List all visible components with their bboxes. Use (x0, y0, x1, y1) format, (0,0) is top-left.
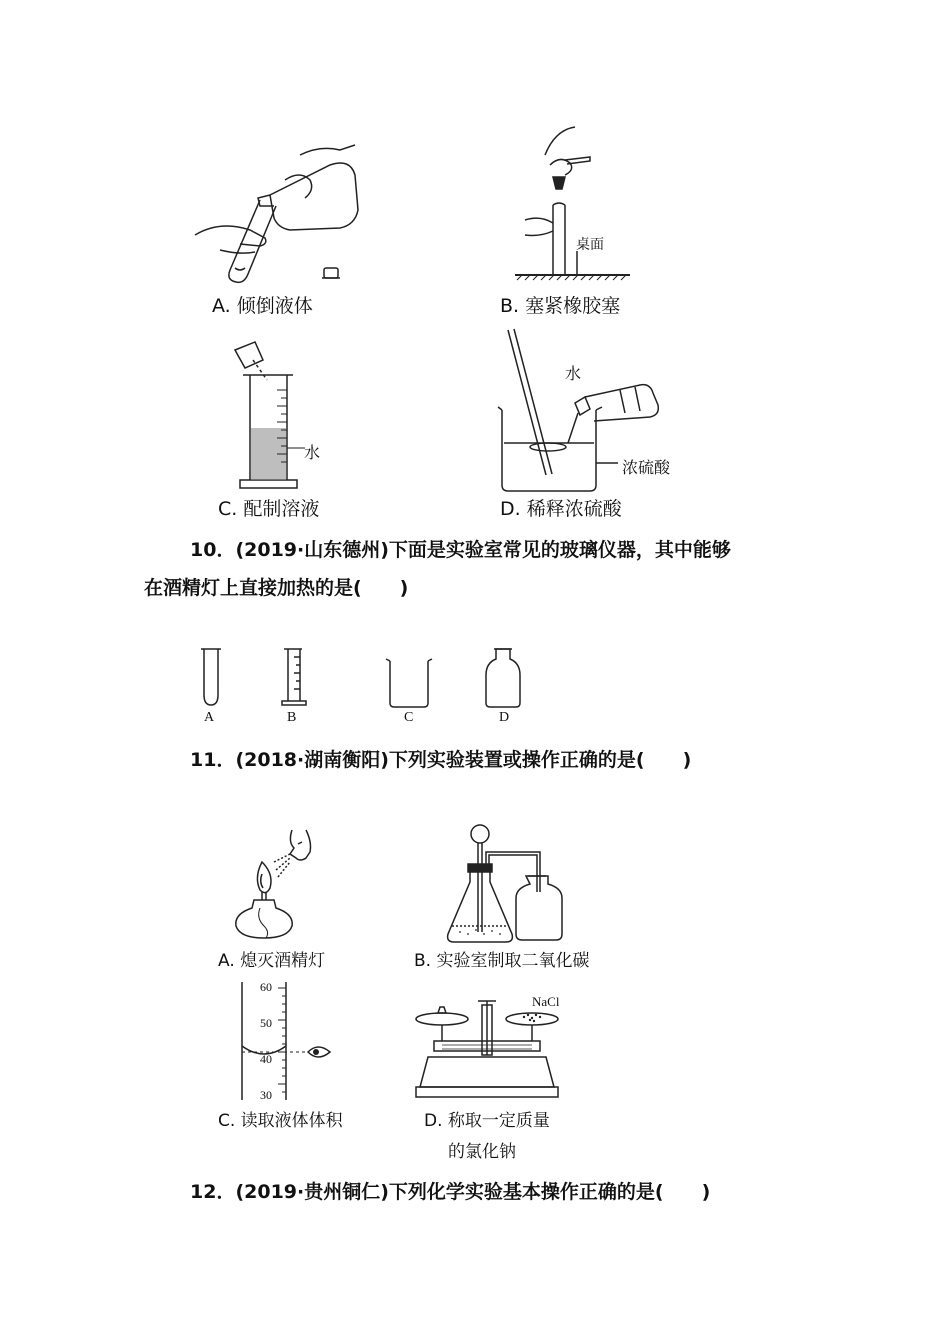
option-a-label: A (204, 710, 215, 725)
label-conc-acid: 浓硫酸 (622, 458, 671, 477)
label-water-c: 水 (304, 443, 321, 462)
question-12: 12．(2019·贵州铜仁)下列化学实验基本操作正确的是( ) (190, 1181, 711, 1203)
figure-insert-stopper (515, 125, 635, 285)
caption-q9-c: C. 配制溶液 (218, 498, 320, 520)
question-10-line1: 10．(2019·山东德州)下面是实验室常见的玻璃仪器，其中能够 (190, 539, 731, 561)
figure-extinguish-lamp (230, 822, 340, 942)
tick-40: 40 (260, 1052, 272, 1066)
caption-q11-a: A. 熄灭酒精灯 (218, 951, 326, 971)
caption-q11-d-line1: D. 称取一定质量 (424, 1111, 550, 1131)
option-b-label: B (287, 710, 297, 725)
question-10-line2: 在酒精灯上直接加热的是( ) (144, 577, 409, 599)
figure-read-volume (238, 980, 338, 1105)
question-11: 11．(2018·湖南衡阳)下列实验装置或操作正确的是( ) (190, 749, 692, 771)
option-d-label: D (499, 710, 510, 725)
figure-balance (412, 995, 562, 1105)
figure-pouring-liquid (190, 140, 370, 290)
figure-co2-apparatus (440, 822, 580, 947)
caption-q9-a: A. 倾倒液体 (212, 295, 313, 317)
caption-q9-b: B. 塞紧橡胶塞 (500, 295, 621, 317)
tick-60: 60 (260, 980, 272, 994)
label-water-d: 水 (565, 364, 582, 383)
caption-q9-d: D. 稀释浓硫酸 (500, 498, 622, 520)
glassware-options (190, 645, 530, 715)
caption-q11-c: C. 读取液体体积 (218, 1111, 343, 1131)
caption-q11-d-line2: 的氯化钠 (448, 1142, 516, 1162)
caption-q11-b: B. 实验室制取二氧化碳 (414, 951, 590, 971)
label-table-surface: 桌面 (576, 237, 604, 253)
label-nacl: NaCl (532, 994, 560, 1009)
tick-30: 30 (260, 1088, 272, 1102)
tick-50: 50 (260, 1016, 272, 1030)
option-c-label: C (404, 710, 414, 725)
figure-graduated-cylinder (225, 340, 335, 495)
